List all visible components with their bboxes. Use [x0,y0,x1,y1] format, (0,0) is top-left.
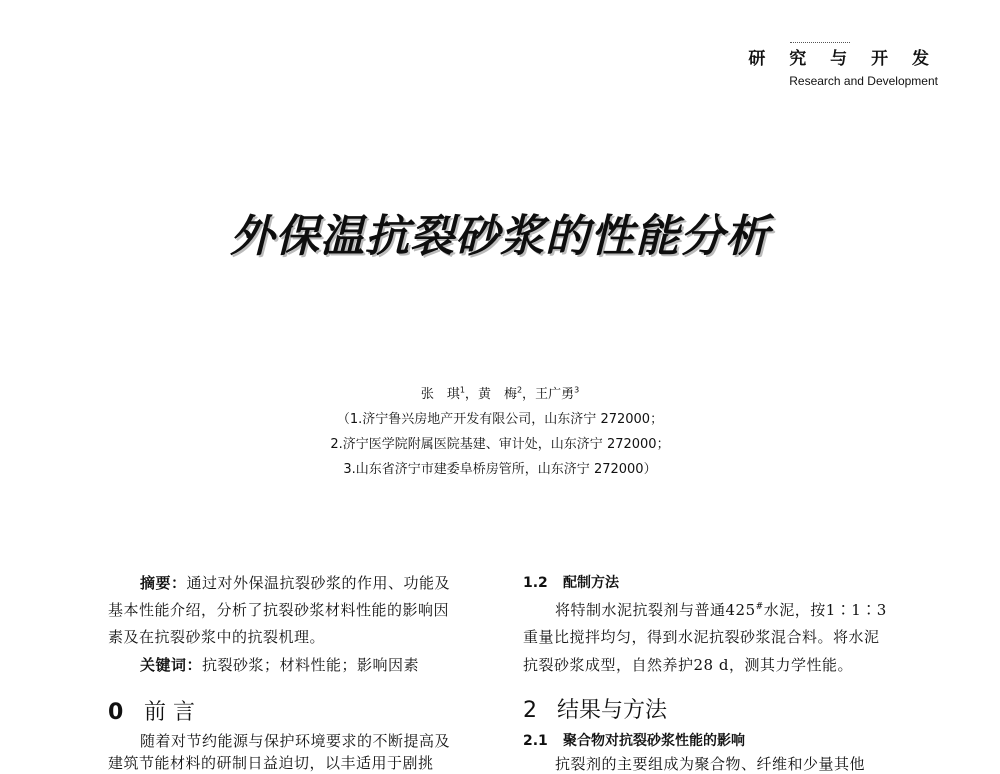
author-2: 黄 梅 [477,387,517,402]
method-text-1b: 水泥，按1∶1∶3 [763,601,887,619]
author-2-sup: 2 [516,385,523,395]
author-1-sup: 1 [459,385,465,395]
method-text-1a: 将特制水泥抗裂剂与普通425 [555,601,756,619]
header-rule [790,42,850,43]
section-label-en: Research and Development [789,74,938,88]
paper-title: 外保温抗裂砂浆的性能分析 [230,211,770,262]
section-2-1-title: 聚合物对抗裂砂浆性能的影响 [563,733,745,749]
section-2-1-heading [523,730,908,750]
section-0-title: 前 言 [144,700,195,725]
intro-line-2-cut [108,752,493,772]
abstract-line-3: 素及在抗裂砂浆中的抗裂机理。 [108,628,326,646]
result-line: 抗裂剂的主要组成为聚合物、纤维和少量其他 [555,755,866,773]
abstract-label: 摘要： [140,574,187,592]
author-line [0,383,1000,402]
method-sup: # [755,602,764,612]
abstract-text-1: 通过对外保温抗裂砂浆的作用、功能及 [186,574,451,592]
section-2-heading [523,693,908,724]
affiliation-1: （1.济宁鲁兴房地产开发有限公司，山东济宁 272000； [336,412,664,427]
section-0-heading [108,695,493,726]
author-1: 张 琪 [420,387,460,402]
section-label-zh: 研 究 与 开 发 [748,49,938,69]
result-line-cut [523,753,908,773]
abstract-line-2: 基本性能介绍，分析了抗裂砂浆材料性能的影响因 [108,601,450,619]
author-3-sup: 3 [574,385,580,395]
keywords-text: 抗裂砂浆；材料性能；影响因素 [202,656,420,674]
keywords-label: 关键词： [140,656,203,674]
author-sep: ， [522,387,536,402]
section-2-number: 2 [523,698,537,723]
method-line-1 [523,599,908,620]
method-line-3: 抗裂砂浆成型，自然养护28 d，测其力学性能。 [523,656,853,674]
section-1-2-number: 1.2 [523,575,548,591]
keywords-line [108,654,493,675]
section-2-1-number: 2.1 [523,733,548,749]
section-2-title: 结果与方法 [557,698,668,723]
method-line-2: 重量比搅拌均匀，得到水泥抗裂砂浆混合料。将水泥 [523,628,880,646]
intro-line-1: 随着对节约能源与保护环境要求的不断提高及 [140,732,451,750]
affiliation-3: 3.山东省济宁市建委阜桥房管所，山东济宁 272000） [343,462,657,477]
affiliation-2: 2.济宁医学院附属医院基建、审计处，山东济宁 272000； [330,437,670,452]
section-0-number: 0 [108,700,124,725]
section-1-2-heading [523,572,908,592]
abstract-line-1 [108,572,493,593]
author-sep: ， [464,387,478,402]
intro-line-2: 建筑节能材料的研制日益迫切，以丰适用于剧挑 [108,754,434,772]
section-1-2-title: 配制方法 [563,575,619,591]
author-3: 王广勇 [535,387,575,402]
